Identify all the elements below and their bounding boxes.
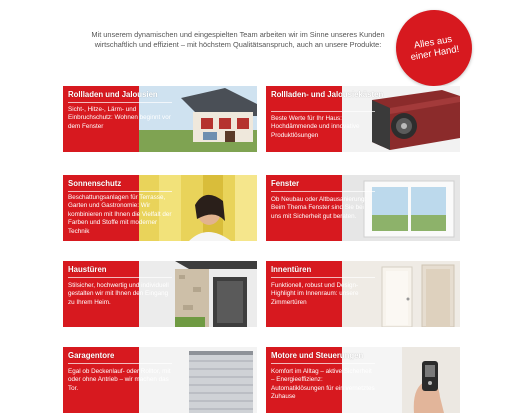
title-divider — [68, 277, 172, 278]
card-description: Ob Neubau oder Altbausanierung: Beim Thema Fenster sind Sie bei uns mit Sicherheit gut beraten. — [271, 196, 367, 220]
intro-text: Mit unserem dynamischen und eingespielten Team arbeiten wir im Sinne unseres Kunden wirtschaftlich und effizient – mit höchstem Qualitätsanspruch, auch an unsere Produkte: — [91, 30, 385, 50]
product-card-fenster[interactable] — [266, 175, 460, 241]
title-divider — [271, 277, 375, 278]
card-description: Stilsicher, hochwertig und individuell gestalten wir mit Ihnen den Eingang zu Ihrem Heim. — [68, 282, 169, 306]
card-title: Fenster — [271, 179, 300, 188]
card-title: Garagentore — [68, 351, 115, 360]
title-divider — [271, 111, 375, 112]
card-description: Beschattungsanlagen für Terrasse, Garten und Gastronomie: Wir kombinieren mit Ihnen die Vielfalt der Farben und Stoffe mit moderner Technik — [68, 194, 172, 235]
slogan-badge-text: Alles aus einer Hand! — [409, 33, 461, 64]
product-card-rollladen[interactable] — [63, 86, 257, 152]
title-divider — [68, 102, 172, 103]
product-card-garagentore[interactable] — [63, 347, 257, 413]
slogan-badge — [390, 4, 478, 92]
card-title: Motore und Steuerungen — [271, 351, 364, 360]
title-divider — [68, 363, 172, 364]
product-card-kaesten[interactable] — [266, 86, 460, 152]
product-card-innentueren[interactable] — [266, 261, 460, 327]
card-title: Rollladen und Jalousien — [68, 90, 158, 99]
title-divider — [271, 363, 375, 364]
card-title: Haustüren — [68, 265, 107, 274]
card-description: Komfort im Alltag – aktive Sicherheit – Energieeffizienz: Automatiklösungen für ein vernetztes Zuhause — [271, 368, 375, 401]
card-title: Innentüren — [271, 265, 312, 274]
card-title: Rollladen- und Jalousiekästen — [271, 90, 384, 99]
title-divider — [271, 191, 375, 192]
product-card-sonnenschutz[interactable] — [63, 175, 257, 241]
card-description: Funktionell, robust und Design-Highlight im Innenraum: unsere Zimmertüren — [271, 282, 359, 306]
title-divider — [68, 191, 172, 192]
product-card-haustueren[interactable] — [63, 261, 257, 327]
card-description: Sicht-, Hitze-, Lärm- und Einbruchschutz: Wohnen beginnt vor dem Fenster — [68, 106, 171, 130]
card-title: Sonnenschutz — [68, 179, 122, 188]
product-card-motore[interactable] — [266, 347, 460, 413]
card-description: Beste Werte für Ihr Haus: Hochdämmende und innovative Produktlösungen — [271, 115, 360, 139]
card-description: Egal ob Deckenlauf- oder Rolltor, mit oder ohne Antrieb – wir machen das Tor. — [68, 368, 171, 392]
